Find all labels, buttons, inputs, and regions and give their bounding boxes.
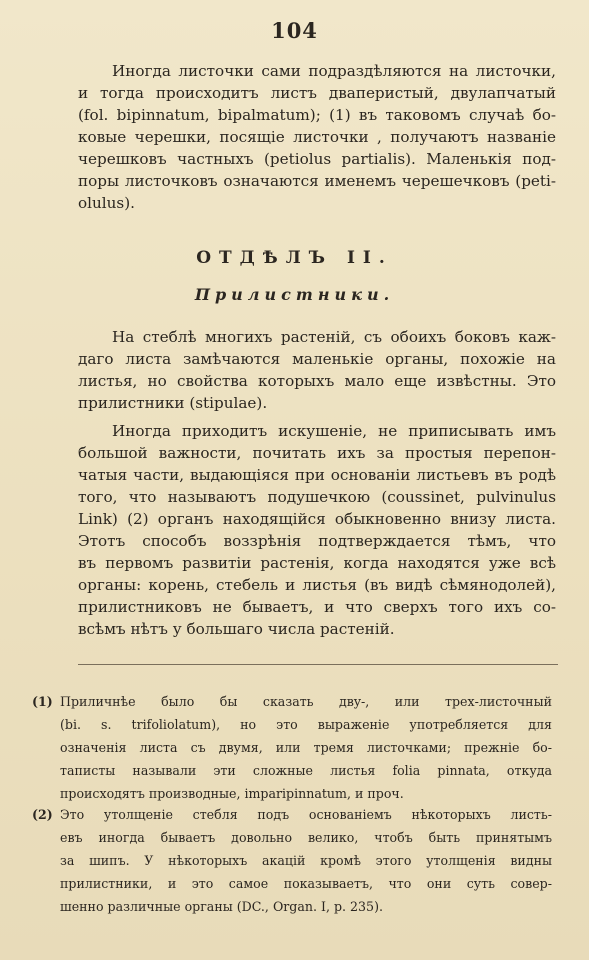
footnote-line [32, 713, 552, 736]
footnote-line [32, 782, 552, 805]
text-line: (fol. bipinnatum, bipalmatum); (1) въ таковомъ случаѣ бо- [78, 106, 556, 124]
footnote-text: евъ иногда бываетъ довольно велико, чтобъ быть принятымъ [60, 830, 552, 845]
section-subtitle: Прилистники. [194, 285, 395, 304]
text-line: прилистники (stipulae). [78, 394, 268, 412]
footnote-text: (bi. s. trifoliolatum), но это выраженіе употребляется для [60, 717, 552, 732]
footnote-line [32, 826, 552, 849]
text-line: ковые черешки, посящіе листочки , получаютъ названіе [78, 128, 556, 146]
footnote-line [32, 690, 552, 713]
paragraph-2 [78, 326, 556, 414]
footnote-text: шенно различные органы (DC., Organ. I, p. 235). [60, 899, 383, 914]
footnote-text: прилистники, и это самое показываетъ, что они суть совер- [60, 876, 552, 891]
text-line: и тогда происходитъ листъ дваперистый, двулапчатый [78, 84, 556, 102]
text-line: всѣмъ нѣтъ у большаго числа растеній. [78, 620, 395, 638]
text-line: того, что называютъ подушечкою (coussinet, pulvinulus [78, 488, 556, 506]
text-line: olulus). [78, 194, 135, 212]
text-line: Link) (2) органъ находящійся обыкновенно внизу листа. [78, 510, 556, 528]
page-number: 104 [271, 18, 318, 43]
footnote-1 [32, 690, 552, 805]
text-line: поры листочковъ означаются именемъ черешечковъ (peti- [78, 172, 556, 190]
footnote-line [32, 803, 552, 826]
text-line: Иногда приходитъ искушеніе, не приписывать имъ [112, 422, 556, 440]
text-line: листья, но свойства которыхъ мало еще извѣстны. Это [78, 372, 556, 390]
footnote-text: происходятъ производные, imparipinnatum, и проч. [60, 786, 404, 801]
footnote-line [32, 736, 552, 759]
footnote-text: Это утолщеніе стебля подъ основаніемъ нѣкоторыхъ листь- [60, 807, 552, 822]
text-line: въ первомъ развитіи растенія, когда находятся уже всѣ [78, 554, 556, 572]
text-line: большой важности, почитать ихъ за простыя перепон- [78, 444, 556, 462]
footnote-text: за шипъ. У нѣкоторыхъ акацій кромѣ этого утолщенія видны [60, 853, 552, 868]
text-line: чатыя части, выдающіяся при основаніи листьевъ въ родѣ [78, 466, 556, 484]
text-line: даго листа замѣчаются маленькіе органы, похожіе на [78, 350, 556, 368]
text-line: черешковъ частныхъ (petiolus partialis). Маленькія под- [78, 150, 556, 168]
footnote-mark: (1) [32, 694, 53, 709]
footnote-text: Приличнѣе было бы сказать двy-, или трех-листочный [60, 694, 552, 709]
text-line: Этотъ способъ воззрѣнія подтверждается тѣмъ, что [78, 532, 556, 550]
text-line: органы: корень, стебель и листья (въ видѣ сѣмянодолей), [78, 576, 556, 594]
footnote-line [32, 872, 552, 895]
text-line: Иногда листочки сами подраздѣляются на листочки, [112, 62, 556, 80]
footnote-2 [32, 803, 552, 918]
footnote-text: означенія листа съ двумя, или тремя листочками; прежніе бо- [60, 740, 552, 755]
footnote-line [32, 759, 552, 782]
footnote-line [32, 895, 552, 918]
text-line: прилистниковъ не бываетъ, и что сверхъ того ихъ со- [78, 598, 556, 616]
section-heading: ОТДѢЛЪ II. [196, 248, 393, 268]
footnote-text: таписты называли эти сложные листья folia pinnata, откуда [60, 763, 552, 778]
paragraph-1 [78, 60, 556, 214]
text-line: На стеблѣ многихъ растеній, съ обоихъ боковъ каж- [112, 328, 556, 346]
footnote-divider [78, 664, 558, 665]
paragraph-3 [78, 420, 556, 640]
footnote-line [32, 849, 552, 872]
footnote-mark: (2) [32, 807, 53, 822]
